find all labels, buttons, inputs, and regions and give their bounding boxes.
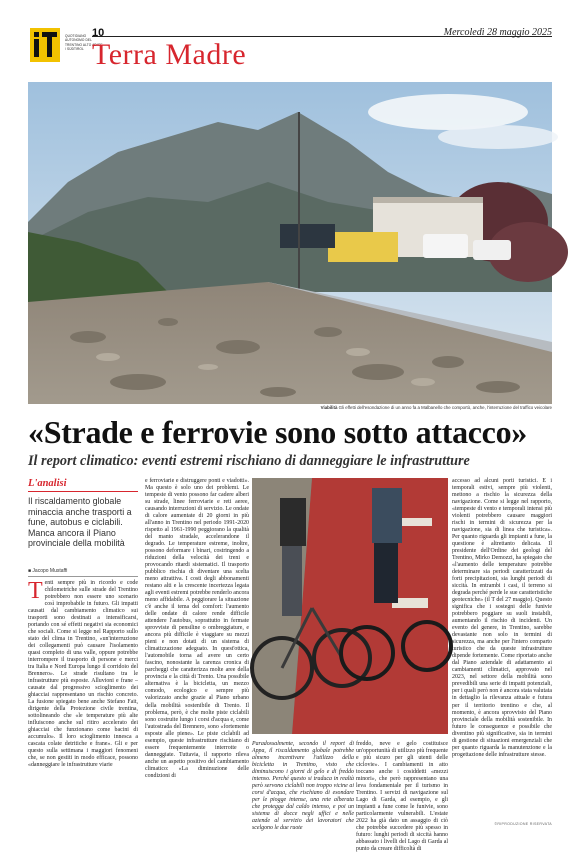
analysis-label: L'analisi [28, 478, 67, 489]
column-5-text: accesso ad alcuni porti turistici. E i temporali estivi, sempre più violenti, mettono a rischio la sicurezza della navigazione. Come si legge nel rapporto, «tempeste di vento e temporali intensi più violenti potrebbero causare maggiori rischi in termini di sicurezza per la navigazione, sia di linea che turistica». Per quanto riguarda gli impianti a fune, la questione è altrettanto delicata. Il presidente dell'Ordine dei geologi del Trentino, Mirko Demozzi, ha spiegato che «l'aumento delle temperature potrebbe determinare sia periodi caratterizzati da forti precipitazioni, sia lunghi periodi di siccità. In entrambi i casi, il terreno si degrada perché perde le sue caratteristiche geotecniche» (il T del 27 maggio). Questo significa che i sostegni delle funivie potrebbero poggiare su suoli instabili, aumentando il rischio di incidenti. Un evento del genere, in Trentino, sarebbe devastante non solo in termini di sicurezza, ma anche per l'intero comparto turistico che da queste infrastrutture dipende fortemente. Come riportato anche dal Piano aziendale di adattamento ai cambiamenti climatici, approvato nel 2023, nel settore della mobilità sono prevedibili una serie di impatti potenziali, per i quali però non è ancora stata valutata in dettaglio la rilevanza attuale e futura per il territorio trentino e che, al momento, è ancora sprovvisto del Piano provinciale della mobilità sostenibile. In futuro le conseguenze e possibile che diventino più significative, sia in termini di gestione di situazioni emergenziali che per quanto riguarda la manutenzione e la progettazione delle infrastrutture stesse. [452, 478, 552, 758]
bike-caption [252, 741, 354, 832]
caption-text: Gli effetti dell'esondazione di un anno fa a Malbanello che comportò, anche, l'interruzione del traffico veicolare [338, 405, 552, 410]
cyclists-photo [252, 478, 448, 734]
article-column-5 [452, 478, 552, 759]
issue-date: Mercoledì 28 maggio 2025 [443, 27, 552, 38]
article-headline: «Strade e ferrovie sono sotto attacco» [28, 414, 527, 450]
analysis-rule [28, 491, 138, 492]
caption-label: Viabilità [320, 405, 338, 410]
column-4-text: freddo, neve e gelo costituisce un'opportunità di utilizzo più frequente e più sicuro per gli utenti delle ciclovie». I cambiamenti in atto toccano anche i cosiddetti «mezzi minori», che però rappresentano una leva fondamentale per il turismo in Trentino. I servizi di navigazione sul Lago di Garda, ad esempio, e gli impianti a fune come le funivie, sono particolarmente vulnerabili. L'estate 2022 ha già dato un assaggio di ciò che potrebbe succedere più spesso in futuro: lunghi periodi di siccità hanno abbassato i livelli del Lago di Garda al punto da creare difficoltà di [356, 741, 449, 853]
hero-caption [28, 405, 552, 410]
newspaper-logo [30, 28, 60, 62]
byline-author: Jacopo Mustaffi [32, 568, 68, 574]
column-2-text: e ferroviarie e distruggere ponti e viadotti». Ma questo è solo uno dei problemi. Le tempeste di vento possono far cadere alberi su strade, linee ferroviarie e reti aeree, causando interruzioni di servizio. Le ondate di calore aumentate di 20 giorni in più all'anno in Trentino nel periodo 1991-2020 rispetto al 1961-1990 peggiorano la qualità del manto stradale, accelerandone il degrado. Le temperature estreme, inoltre, possono deformare i binari, costringendo a riduzioni della velocità dei treni e provocando ritardi sistematici. Il trasporto pubblico rischia di diventare una scelta meno attrattiva. I costi degli abbonamenti restano alti e la crescente incertezza legata agli eventi estremi potrebbe renderlo ancora meno affidabile. A peggiorare la situazione c'è anche il tema del comfort: l'aumento delle ondate di calore rende difficile attendere l'autobus, soprattutto in fermate sprovviste di pensiline o ombreggiature, e ancora più difficile è viaggiare su mezzi pieni e non dotati di un sistema di climatizzazione adeguato. In quest'ottica, l'automobile torna ad avere un certo fascino, nonostante la carenza cronica di parcheggi che caratterizza molte aree della provincia e la città di Trento. Una possibile alternativa è la bicicletta, un mezzo comodo, ecologico e sempre più valorizzato anche grazie al Piano urbano della mobilità sostenibile di Trento. Il problema, però, è che molte piste ciclabili sono costruite lungo i corsi d'acqua e, come l'autostrada del Brennero, sono «fortemente esposte alle piene». Le piste ciclabili ad esempio, queste infrastrutture rischiano di essere frequentemente interrotte o danneggiate. Tuttavia, il rapporto rileva anche un aspetto positivo del cambiamento climatico: «La diminuzione delle condizioni di [145, 478, 249, 779]
column-1-text: enti sempre più in ricordo e code chilometriche sulle strade del Trentino potrebbero non essere uno scenario così improbabile in futuro. Gli impatti causati dal cambiamento climatico sui trasporti sono destinati a intensificarsi, portando con sé effetti negativi sia economici che sociali. Come si legge nel Rapporto sullo stato del clima in Trentino, «un'interruzione dei collegamenti può causare l'isolamento quasi completo di una valle, oppure potrebbe interrompere il trasporto di persone e merci tra Italia e Nord Europa lungo il corridoio del Brennero». Le strade risultano tra le infrastrutture più esposte. Alluvioni e frane – causate dal progressivo scioglimento dei ghiacciai rappresentano un rischio concreto. La fusione spiegato bene anche Stefano Fait, dirigente della Protezione civile trentina, sottolineando che «le temperature più alte influiscono anche sul ritiro accelerato dei ghiacciai che funzionano come bacini di accumulo». Il loro scioglimento innesca a cascata colate detritiche e frane». Gli e per questo sulla settimana i maggiori fenomeni che, se non gestiti in modo efficace, possono «danneggiare le infrastrutture viarie [28, 580, 138, 769]
page-number: 10 [92, 27, 105, 39]
drop-cap: T [28, 578, 43, 604]
byline-icon: ■ [28, 568, 33, 574]
article-column-4 [356, 741, 448, 853]
byline [28, 568, 67, 574]
copyright-credit: ©RIPRODUZIONE RISERVATA [494, 822, 552, 826]
article-column-1 [28, 580, 138, 769]
bike-caption-text: Paradossalmente, secondo il report di Appa, il riscaldamento globale potrebbe almeno incentivare l'utilizzo della bicicletta in Trentino, visto che diminuiscono i giorni di gelo e di freddo intenso. Perché questo si traduca in realtà però servono ciclabili non troppo vicine ai corsi d'acqua, che rischiano di esondare per le piogge intense, una rete alberata che protegga dal caldo intenso, e poi un sistema di docce negli uffici e nelle aziende al servizio dei lavoratori che scelgono le due ruote [252, 741, 354, 832]
analysis-summary: Il riscaldamento globale minaccia anche trasporti a fune, autobus e ciclabili. Manca ancora il Piano provinciale della mobilità [28, 496, 132, 548]
article-column-2 [145, 478, 249, 780]
article-subhead: Il report climatico: eventi estremi rischiano di danneggiare le infrastrutture [28, 453, 470, 469]
byline-rule [28, 576, 138, 577]
logo-tagline: QUOTIDIANO AUTONOMO DEL TRENTINO ALTO ADIGE / SÜDTIROL [65, 34, 103, 52]
hero-photo-flooded-road [28, 82, 552, 404]
section-title: Terra Madre [92, 38, 247, 71]
